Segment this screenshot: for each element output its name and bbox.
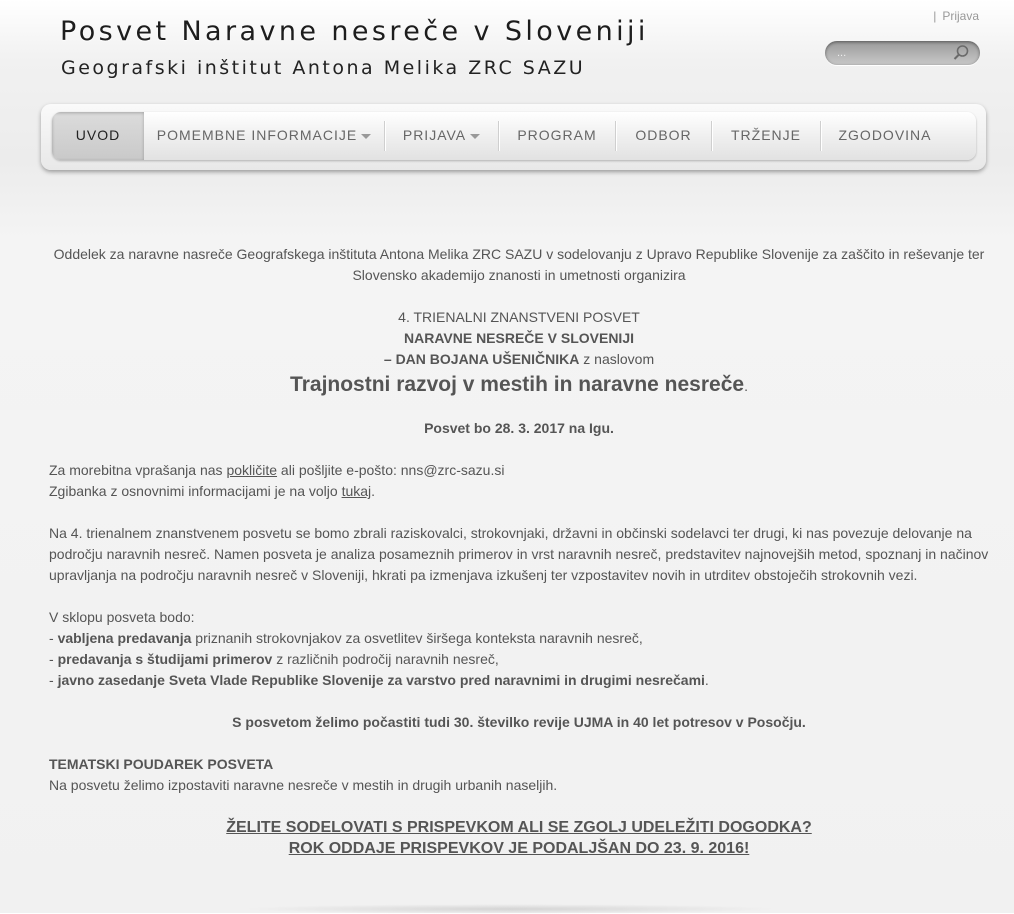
list-dash: - [49,672,58,688]
nav-item-label: PRIJAVA [402,127,467,143]
chevron-down-icon [361,134,371,139]
list-intro: V sklopu posveta bodo: [49,609,195,625]
intro-text: Oddelek za naravne nasreče Geografskega inštituta Antona Melika ZRC SAZU v sodelovanju z Upravo Republike Slovenije za zaščito in reševanje ter Slovensko akademijo znanosti in umetnosti organizira [53,246,985,283]
chevron-down-icon [470,134,480,139]
contact-pre: Za morebitna vprašanja nas [49,462,227,478]
contact-line [49,460,989,481]
topic-heading: TEMATSKI POUDAREK POSVETA [49,756,274,772]
list-item-rest: z različnih področij naravnih nesreč, [272,651,499,667]
nav-item-zgodovina[interactable] [821,112,949,160]
topic-text: Na posvetu želimo izpostaviti naravne nesreče v mestih in drugih urbanih naseljih. [49,777,558,793]
nav-item-prijava[interactable] [385,112,498,160]
date-line: Posvet bo 28. 3. 2017 na Igu. [424,420,614,436]
nav-item-label: ZGODOVINA [838,127,932,143]
brochure-link[interactable]: tukaj [341,483,372,499]
list-dash: - [49,630,58,646]
nav-item-trzenje[interactable] [712,112,820,160]
spacer [49,439,989,460]
spacer [49,502,989,523]
nav-item-label: ODBOR [635,127,692,143]
spacer [49,733,989,754]
nav-item-pomembne-informacije[interactable] [144,112,384,160]
nav-item-label: UVOD [75,127,121,143]
event-line-3-rest: z naslovom [579,351,655,367]
event-line-1: 4. TRIENALNI ZNANSTVENI POSVET [398,309,640,325]
contact-post: ali pošljite e-pošto: nns@zrc-sazu.si [277,462,505,478]
login-link[interactable]: Prijava [942,9,979,23]
top-link-separator: | [933,9,937,23]
brochure-post: . [371,483,376,499]
nav-frame [41,104,986,170]
headline-text: Trajnostni razvoj v mestih in naravne nesreče [290,373,745,396]
spacer [49,691,989,712]
spacer [49,586,989,607]
list-item-bold: predavanja s študijami primerov [57,651,273,667]
main-nav [52,112,976,160]
search-box [825,41,980,65]
search-input[interactable] [837,45,947,61]
top-links [933,9,979,23]
brochure-pre: Zgibanka z osnovnimi informacijami je na voljo [49,483,342,499]
list-item-bold: vabljena predavanja [57,630,192,646]
search-icon[interactable] [952,44,970,62]
cta-line-1[interactable]: ŽELITE SODELOVATI S PRISPEVKOM ALI SE ZGOLJ UDELEŽITI DOGODKA? [226,819,812,836]
list-item [49,628,989,649]
list-item-bold: javno zasedanje Sveta Vlade Republike Slovenije za varstvo pred naravnimi in drugimi nesrečami [57,672,705,688]
nav-item-label: TRŽENJE [731,127,801,143]
event-line-2: NARAVNE NESREČE V SLOVENIJI [403,330,634,346]
nav-item-label: POMEMBNE INFORMACIJE [156,127,358,143]
nav-item-uvod[interactable] [52,112,144,160]
event-line-3 [49,349,989,370]
nav-item-program[interactable] [499,112,615,160]
headline [49,370,989,408]
description-paragraph: Na 4. trienalnem znanstvenem posvetu se bomo zbrali raziskovalci, strokovnjaki, državni in občinski sodelavci ter drugi, ki nas povezuje delovanje na področju naravnih nesreč. Namen posveta je analiza posameznih primerov in vrst naravnih nesreč, predstavitev najnovejših metod, spoznanj in načinov upravljanja na področju naravnih nesreč v Sloveniji, hkrati pa izmenjava izkušenj ter vzpostavitev novih in utrditev obstoječih strokovnih vezi. [49,525,989,583]
site-title: Posvet Naravne nesreče v Sloveniji [60,16,649,47]
nav-item-label: PROGRAM [517,127,597,143]
cta-line-2[interactable]: ROK ODDAJE PRISPEVKOV JE PODALJŠAN DO 23. 9. 2016! [288,840,750,857]
site-subtitle: Geografski inštitut Antona Melika ZRC SAZU [61,57,586,79]
nav-item-odbor[interactable] [616,112,711,160]
call-link[interactable]: pokličite [226,462,278,478]
spacer [49,286,989,307]
list-item [49,649,989,670]
main-content [49,244,989,859]
spacer [49,796,989,817]
list-item-rest: . [704,672,709,688]
event-line-3-bold: – DAN BOJANA UŠENIČNIKA [383,351,580,367]
brochure-line [49,481,989,502]
list-item-rest: priznanih strokovnjakov za osvetlitev širšega konteksta naravnih nesreč, [191,630,643,646]
spacer [49,408,989,418]
list-dash: - [49,651,58,667]
headline-dot: . [744,378,748,394]
honor-line: S posvetom želimo počastiti tudi 30. številko revije UJMA in 40 let potresov v Posočju. [232,714,806,730]
list-item [49,670,989,691]
